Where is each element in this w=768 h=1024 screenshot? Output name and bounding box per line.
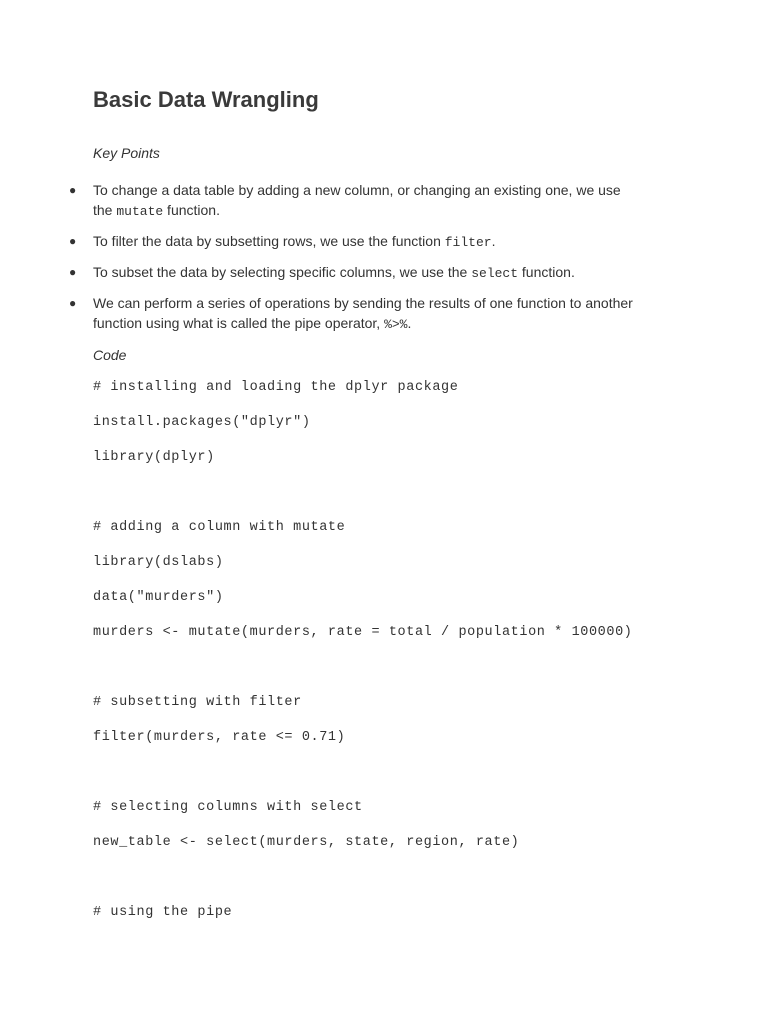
bullet-text: function using what is called the pipe operator, (93, 315, 385, 331)
bullet-text: . (407, 315, 412, 331)
bullet-text: . (491, 233, 496, 249)
code-line: new_table <- select(murders, state, region, rate) (93, 835, 520, 850)
code-line: library(dslabs) (93, 555, 224, 570)
page-title: Basic Data Wrangling (93, 87, 319, 112)
code-label: Code (93, 347, 127, 363)
bullet-icon: ● (69, 265, 77, 279)
inline-code: select (471, 266, 519, 281)
code-line: # adding a column with mutate (93, 520, 346, 535)
bullet-text: We can perform a series of operations by sending the results of one function to another (93, 295, 633, 311)
bullet-text: function. (163, 202, 220, 218)
bullet-icon: ● (69, 234, 77, 248)
code-line: # installing and loading the dplyr package (93, 380, 459, 395)
inline-code: %>% (384, 317, 408, 332)
list-item (69, 231, 653, 253)
inline-code: filter (444, 235, 492, 250)
code-line: data("murders") (93, 590, 224, 605)
bullet-text: To change a data table by adding a new column, or changing an existing one, we use (93, 182, 621, 198)
code-line: install.packages("dplyr") (93, 415, 311, 430)
bullet-text: To subset the data by selecting specific columns, we use the (93, 264, 472, 280)
list-item (69, 180, 653, 222)
bullet-icon: ● (69, 183, 77, 197)
code-line: library(dplyr) (93, 450, 215, 465)
code-line: filter(murders, rate <= 0.71) (93, 730, 346, 745)
code-line: # subsetting with filter (93, 695, 302, 710)
code-line: # selecting columns with select (93, 800, 363, 815)
list-item (69, 262, 653, 284)
code-line: # using the pipe (93, 905, 233, 920)
bullet-text: To filter the data by subsetting rows, we use the function (93, 233, 445, 249)
key-points-label: Key Points (93, 145, 160, 161)
code-line: murders <- mutate(murders, rate = total / population * 100000) (93, 625, 633, 640)
bullet-text: the (93, 202, 117, 218)
inline-code: mutate (116, 204, 164, 219)
bullet-text: function. (518, 264, 575, 280)
list-item (69, 293, 653, 335)
bullet-icon: ● (69, 296, 77, 310)
